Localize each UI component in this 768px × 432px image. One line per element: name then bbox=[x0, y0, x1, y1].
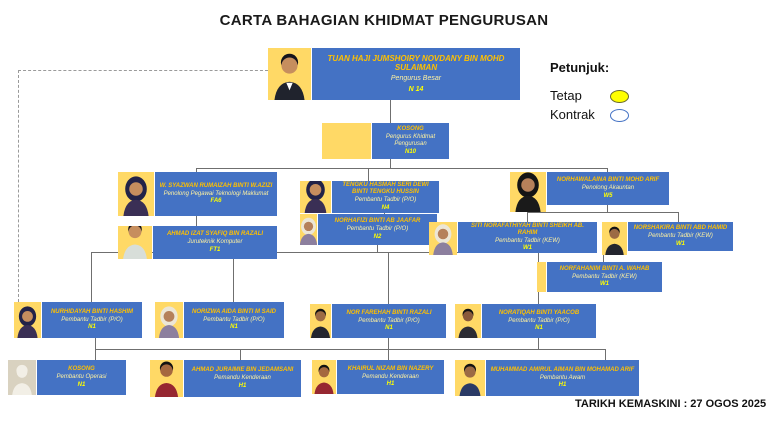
person-grade: FT1 bbox=[209, 246, 221, 253]
person-name: NORIZWA AIDA BINTI M SAID bbox=[192, 308, 276, 315]
org-node-tengku bbox=[300, 181, 439, 213]
photo-norshakira bbox=[602, 222, 627, 255]
photo-nor-farehah bbox=[310, 304, 331, 338]
org-node-noratiqah bbox=[455, 304, 596, 338]
photo-tengku bbox=[300, 181, 331, 213]
person-role: Pembantu Tadbir (P/O) bbox=[508, 317, 570, 324]
card-norizwa bbox=[184, 302, 284, 338]
connector-line bbox=[196, 216, 197, 226]
person-grade: N1 bbox=[385, 325, 393, 332]
card-nurhidayah bbox=[42, 302, 142, 338]
org-node-norshakira bbox=[602, 222, 733, 255]
person-name: NURHIDAYAH BINTI HASHIM bbox=[50, 308, 134, 315]
person-grade: N4 bbox=[381, 204, 390, 211]
person-role: Pemandu Kenderaan bbox=[362, 373, 419, 380]
last-updated-date: TARIKH KEMASKINI : 27 OGOS 2025 bbox=[575, 398, 767, 410]
connector-line bbox=[91, 252, 92, 302]
person-name: W. SYAZWAN RUMAIZAH BINTI W.AZIZI bbox=[159, 182, 273, 189]
person-grade: N 14 bbox=[408, 86, 424, 94]
photo-syazwan bbox=[118, 172, 154, 216]
card-norfahanim bbox=[547, 262, 662, 292]
connector-line bbox=[388, 338, 389, 360]
connector-line bbox=[527, 212, 679, 213]
org-node-ahmad-juraimie bbox=[150, 360, 301, 397]
person-role: Penolong Akauntan bbox=[581, 185, 635, 192]
connector-line bbox=[390, 100, 391, 123]
photo-pengurus-khidmat bbox=[322, 123, 371, 159]
person-name: AHMAD JURAIMIE BIN JEDAMSANI bbox=[191, 367, 294, 374]
tetap-oval-icon bbox=[610, 90, 629, 103]
card-noratiqah bbox=[482, 304, 596, 338]
photo-norfahanim bbox=[537, 262, 546, 292]
person-grade: N2 bbox=[373, 233, 382, 240]
person-grade: N1 bbox=[230, 324, 238, 331]
connector-line bbox=[240, 349, 241, 360]
photo-siti bbox=[429, 222, 457, 255]
person-role: Penolong Pegawai Teknologi Maklumat bbox=[163, 190, 269, 197]
card-pengurus-besar bbox=[312, 48, 520, 100]
legend-heading: Petunjuk: bbox=[550, 60, 610, 75]
person-name: KOSONG bbox=[68, 366, 95, 373]
card-tengku bbox=[332, 181, 439, 213]
card-siti bbox=[458, 222, 597, 253]
photo-norizwa bbox=[155, 302, 183, 338]
legend-label-tetap: Tetap bbox=[550, 88, 582, 103]
connector-line-dashed bbox=[18, 70, 268, 71]
person-grade: N1 bbox=[77, 381, 86, 388]
card-norshakira bbox=[628, 222, 733, 251]
person-grade: H1 bbox=[386, 381, 395, 388]
card-norhawalaina bbox=[547, 172, 669, 205]
person-role: Pembantu Tadbir (P/O) bbox=[61, 316, 123, 323]
connector-line bbox=[95, 349, 605, 350]
person-name: TUAN HAJI JUMSHOIRY NOVDANY BIN MOHD SULAIMAN bbox=[327, 53, 505, 72]
connector-line bbox=[527, 212, 528, 222]
person-name: NORHAFIZI BINTI AB JAAFAR bbox=[334, 218, 421, 225]
card-kosong-operasi bbox=[37, 360, 126, 395]
person-name: KHAIRUL NIZAM BIN NAZERY bbox=[347, 365, 434, 372]
person-name: MUHAMMAD AMIRUL AIMAN BIN MOHAMAD ARIF bbox=[490, 366, 635, 373]
card-norhafizi bbox=[318, 214, 437, 245]
person-name: NOR FAREHAH BINTI RAZALI bbox=[346, 309, 432, 316]
person-grade: FA6 bbox=[210, 198, 222, 205]
person-name: NORSHAKIRA BINTI ABD HAMID bbox=[633, 225, 728, 232]
card-pengurus-khidmat bbox=[372, 123, 449, 159]
org-node-norfahanim bbox=[537, 262, 662, 292]
connector-line-dashed bbox=[18, 70, 19, 302]
photo-nurhidayah bbox=[14, 302, 41, 338]
card-syazwan bbox=[155, 172, 277, 216]
person-role: Pembantu Tadbir (P/O) bbox=[354, 197, 417, 203]
person-name: NORFAHANIM BINTI A. WAHAB bbox=[559, 265, 650, 272]
person-grade: W1 bbox=[523, 245, 532, 252]
org-node-syazwan bbox=[118, 172, 277, 216]
org-node-ahmad-izat bbox=[118, 226, 277, 259]
person-name: NORATIQAH BINTI YAACOB bbox=[498, 309, 580, 316]
legend-label-kontrak: Kontrak bbox=[550, 107, 595, 122]
person-role: Pemandu Kenderaan bbox=[214, 375, 271, 382]
person-grade: N1 bbox=[535, 325, 543, 332]
person-role: Pembantu Tadbir (P/O) bbox=[346, 226, 409, 233]
person-grade: N1 bbox=[88, 324, 96, 331]
photo-norhafizi bbox=[300, 214, 317, 245]
person-grade: H1 bbox=[558, 382, 567, 389]
org-node-nor-farehah bbox=[310, 304, 446, 338]
org-node-pengurus-besar bbox=[268, 48, 520, 100]
person-name: AHMAD IZAT SYAFIQ BIN RAZALI bbox=[166, 231, 264, 238]
org-node-siti bbox=[429, 222, 597, 255]
org-node-norhawalaina bbox=[510, 172, 669, 212]
person-role: Pembantu Tadbir (KEW) bbox=[572, 273, 637, 280]
person-role: Pengurus Besar bbox=[390, 75, 442, 83]
photo-muhammad-amirul bbox=[455, 360, 485, 396]
person-name: SITI NORAFATHIYAH BINTI SHEIKH AB. RAHIM bbox=[471, 222, 584, 236]
card-ahmad-juraimie bbox=[184, 360, 301, 397]
photo-ahmad-izat bbox=[118, 226, 152, 259]
org-node-nurhidayah bbox=[14, 302, 142, 338]
photo-noratiqah bbox=[455, 304, 481, 338]
photo-pengurus-besar bbox=[268, 48, 311, 100]
person-grade: W5 bbox=[603, 192, 613, 199]
card-ahmad-izat bbox=[153, 226, 277, 259]
photo-khairul bbox=[312, 360, 336, 394]
connector-line bbox=[388, 252, 389, 304]
card-muhammad-amirul bbox=[486, 360, 639, 396]
person-role: Pembantu Tadbir (P/O) bbox=[358, 317, 420, 324]
org-node-muhammad-amirul bbox=[455, 360, 639, 396]
connector-line bbox=[605, 349, 606, 360]
person-name: TENGKU HASMAH SERI DEWI BINTI TENGKU HUSSIN bbox=[342, 182, 429, 196]
photo-ahmad-juraimie bbox=[150, 360, 183, 397]
connector-line bbox=[233, 252, 234, 302]
org-node-pengurus-khidmat bbox=[322, 123, 449, 159]
person-role: Pengurus Khidmat Pengurusan bbox=[385, 134, 436, 147]
person-grade: N10 bbox=[404, 148, 416, 155]
person-role: Pembantu Tadbir (KEW) bbox=[648, 233, 713, 240]
connector-line bbox=[678, 212, 679, 222]
page-title: CARTA BAHAGIAN KHIDMAT PENGURUSAN bbox=[219, 12, 549, 29]
photo-kosong-operasi bbox=[8, 360, 36, 395]
person-grade: W1 bbox=[600, 281, 609, 288]
photo-norhawalaina bbox=[510, 172, 546, 212]
org-node-norizwa bbox=[155, 302, 284, 338]
org-node-khairul bbox=[312, 360, 444, 394]
org-node-kosong-operasi bbox=[8, 360, 126, 395]
person-grade: W1 bbox=[676, 240, 685, 247]
person-role: Pembantu Tadbir (P/O) bbox=[203, 316, 265, 323]
person-role: Pembantu Operasi bbox=[56, 374, 107, 381]
person-role: Juruteknik Komputer bbox=[187, 239, 243, 246]
kontrak-oval-icon bbox=[610, 109, 629, 122]
card-khairul bbox=[337, 360, 444, 394]
org-node-norhafizi bbox=[300, 214, 437, 245]
connector-line bbox=[196, 168, 607, 169]
person-name: KOSONG bbox=[397, 126, 424, 133]
person-grade: H1 bbox=[238, 382, 247, 389]
connector-line bbox=[538, 338, 539, 349]
connector-line bbox=[368, 168, 369, 181]
person-name: NORHAWALAINA BINTI MOHD ARIF bbox=[556, 177, 660, 184]
connector-line bbox=[95, 338, 96, 360]
person-role: Pembantu Awam bbox=[539, 374, 586, 381]
card-nor-farehah bbox=[332, 304, 446, 338]
person-role: Pembantu Tadbir (KEW) bbox=[495, 237, 560, 244]
